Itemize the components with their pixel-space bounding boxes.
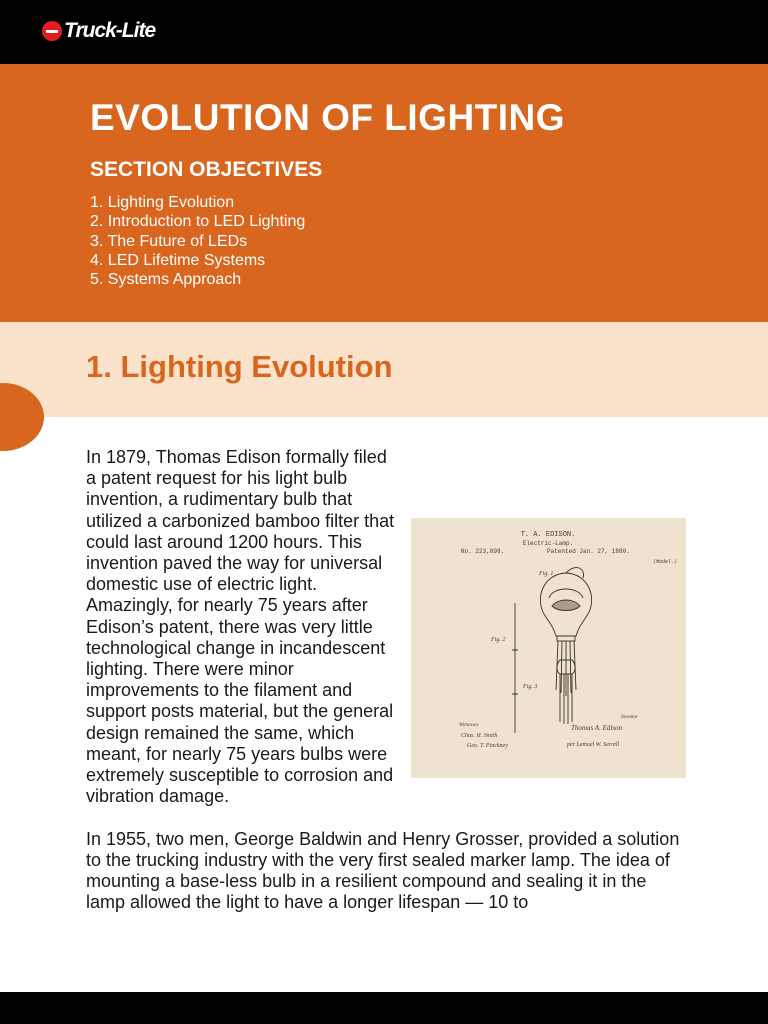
objective-item: 2. Introduction to LED Lighting xyxy=(90,213,306,231)
paragraph-1: In 1879, Thomas Edison formally filed a patent request for his light bulb invention, a rudimentary bulb that utilized a carbonized bamboo filter that could last around 1200 hours. This invention paved the way for universal domestic use of electric light. Amazingly, for nearly 75 years after Edison’s patent, there was very little technological change in incandescent lighting. There were minor improvements to the filament and support posts material, but the general design remained the same, which meant, for nearly 75 years bulbs were extremely susceptible to corrosion and vibration damage. xyxy=(86,447,395,807)
patent-witness-1: Chas. H. Smith xyxy=(461,733,498,739)
objective-item: 1. Lighting Evolution xyxy=(90,194,235,211)
hero-banner xyxy=(0,64,768,322)
patent-witness-2: Geo. T. Pinckney xyxy=(467,743,508,749)
logo-text: Truck-Lite xyxy=(64,19,156,42)
objective-item: 5. Systems Approach xyxy=(90,271,242,289)
patent-witnesses-label: Witnesses xyxy=(459,723,479,728)
patent-attorney: per Lemuel W. Serrell xyxy=(567,742,620,748)
patent-drawing xyxy=(411,518,686,778)
edison-patent-figure xyxy=(411,518,686,778)
objective-item: 3. The Future of LEDs xyxy=(90,232,248,250)
objective-item: 4. LED Lifetime Systems xyxy=(90,251,266,269)
bulb-drawing xyxy=(512,568,592,733)
objectives-heading: SECTION OBJECTIVES xyxy=(90,158,323,181)
logo-mark-icon xyxy=(42,21,62,41)
article-body xyxy=(86,447,686,913)
section-band xyxy=(0,322,768,417)
fig3-label: Fig. 3 xyxy=(523,684,538,690)
brand-logo[interactable] xyxy=(42,15,155,47)
paragraph-2: In 1955, two men, George Baldwin and Henry Grosser, provided a solution to the trucking industry with the very first sealed marker lamp. The idea of mounting a base-less bulb in a resilient compound and sealing it in the lamp allowed the light to have a longer lifespan — 10 to xyxy=(86,828,680,913)
fig1-label: Fig. 1 xyxy=(539,571,554,577)
bottom-bar xyxy=(0,992,768,1024)
page-title: EVOLUTION OF LIGHTING xyxy=(90,97,566,138)
objectives-list xyxy=(90,193,305,289)
top-bar xyxy=(0,0,768,64)
patent-sheet-code: (Model.) xyxy=(653,559,678,565)
patent-inventor: T. A. EDISON. xyxy=(520,531,576,539)
fig2-label: Fig. 2 xyxy=(491,637,506,643)
patent-title: Electric-Lamp. xyxy=(522,540,574,547)
patent-number: No. 223,898. xyxy=(461,548,505,555)
patent-inventor-label: Inventor xyxy=(621,715,638,720)
patent-signature: Thomas A. Edison xyxy=(571,724,623,732)
section-title: 1. Lighting Evolution xyxy=(86,349,393,384)
patent-date: Patented Jan. 27, 1880. xyxy=(547,548,630,555)
